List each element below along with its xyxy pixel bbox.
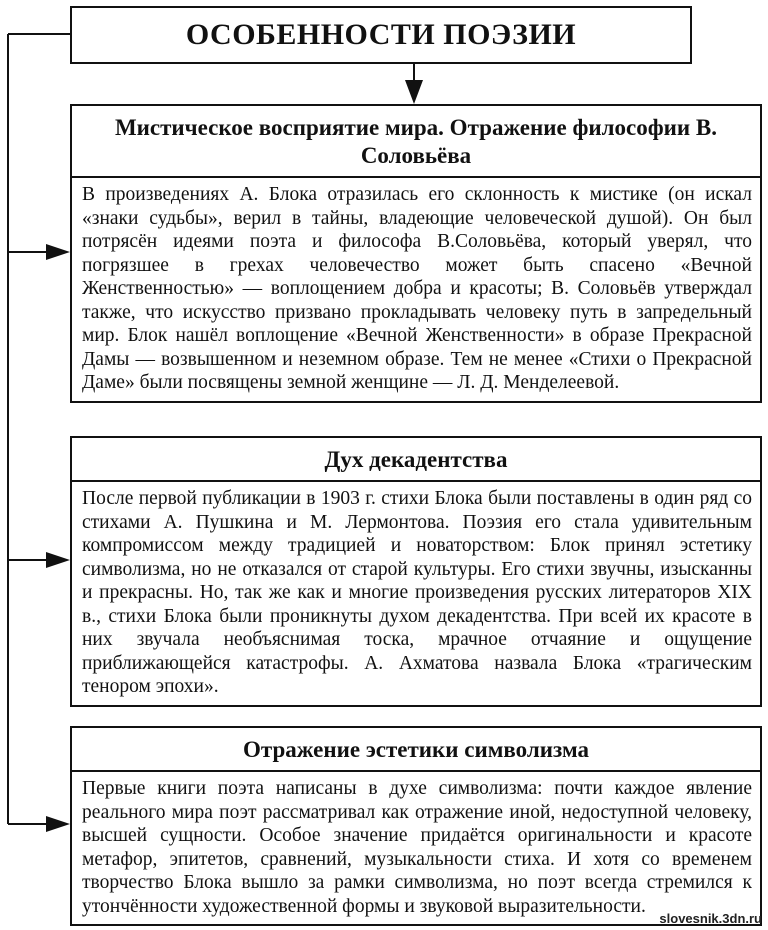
title-box	[70, 6, 692, 64]
section-heading: Мистическое восприятие мира. Отражение философии В. Соловьёва	[72, 106, 760, 178]
section-heading: Отражение эстетики символизма	[72, 728, 760, 772]
section-body: После первой публикации в 1903 г. стихи Блока были поставлены в один ряд со стихами А. Пушкина и М. Лермонтова. Поэзия его стала удивительным компромиссом между традицией и новаторством: Блок принял эстетику символизма, но не отказался от старой культуры. Его стихи звучны, изысканны и прекрасны. Но, так же как и многие произведения русских литераторов XIX в., стихи Блока были проникнуты духом декадентства. При всей их красоте в них звучала необъяснимая тоска, мрачное отчаяние и ощущение приближающейся катастрофы. А. Ахматова назвала Блока «трагическим тенором эпохи».	[82, 488, 752, 697]
section-body: В произведениях А. Блока отразилась его склонность к мистике (он искал «знаки судьбы», верил в тайны, владеющие человеческой душой). Он был потрясён идеями поэта и философа В.Соловьёва, который уверял, что погрязшее в грехах человечество может быть спасено «Вечной Женственностью» — воплощением добра и красоты; В. Соловьёв утверждал также, что искусство призвано прокладывать человеку путь в запредельный мир. Блок нашёл воплощение «Вечной Женственности» в образе Прекрасной Дамы — возвышенном и неземном образе. Тем не менее «Стихи о Прекрасной Даме» были посвящены земной женщине — Л. Д. Менделеевой.	[82, 184, 752, 393]
section-symbolism	[70, 726, 762, 926]
watermark: slovesnik.3dn.ru	[659, 911, 762, 926]
arrow-1	[46, 244, 70, 260]
title-down-arrow	[405, 80, 423, 104]
page-title: ОСОБЕННОСТИ ПОЭЗИИ	[185, 18, 577, 51]
arrow-3	[46, 816, 70, 832]
section-heading: Дух декадентства	[72, 438, 760, 482]
section-mysticism	[70, 104, 762, 403]
section-decadence	[70, 436, 762, 707]
arrow-2	[46, 552, 70, 568]
section-body: Первые книги поэта написаны в духе символизма: почти каждое явление реального мира поэт рассматривал как отражение иной, недоступной человеку, высшей сущности. Особое значение придаётся оригинальности и красоте метафор, эпитетов, сравнений, музыкальности стиха. И хотя со временем творчество Блока вышло за рамки символизма, но поэт всегда стремился к утончённости художественной формы и звуковой выразительности.	[82, 778, 752, 917]
